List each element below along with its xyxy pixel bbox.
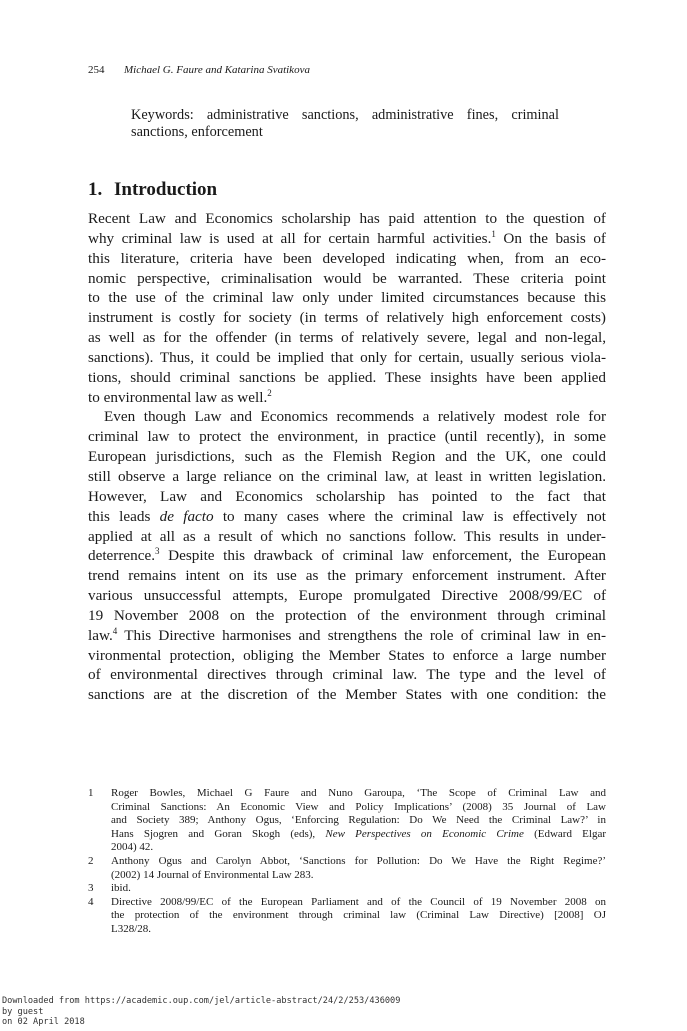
text-segment: (2002) 14 Journal of Environmental Law 283.	[111, 868, 314, 881]
text-segment: However, Law and Economics scholarship has pointed to the fact that	[88, 487, 606, 505]
text-segment: to many cases where the criminal law is effectively not	[213, 507, 606, 525]
body-line	[88, 388, 606, 408]
footnote-line	[111, 801, 606, 815]
body-line	[88, 407, 606, 427]
body-line	[88, 308, 606, 328]
footnote-text	[111, 787, 606, 855]
text-segment: (Edward Elgar	[523, 827, 606, 840]
footnote-line	[111, 896, 606, 910]
keywords-line: sanctions, enforcement	[131, 124, 263, 140]
text-segment: Recent Law and Economics scholarship has paid attention to the question of	[88, 210, 606, 227]
text-segment: ibid.	[111, 882, 131, 895]
body-text	[88, 209, 606, 705]
body-line	[88, 229, 606, 249]
text-segment: On the basis of	[495, 229, 606, 247]
text-segment: and Society 389; Anthony Ogus, ‘Enforcing Regulation: Do We Need the Criminal Law?’ in	[111, 814, 606, 827]
page-number: 254	[88, 64, 105, 76]
keywords	[131, 107, 559, 141]
footnote	[88, 787, 606, 855]
body-line	[88, 427, 606, 447]
footnote-text	[111, 882, 606, 896]
text-segment: the protection of the environment through criminal law (Criminal Law Directive) [2008] OJ	[111, 909, 606, 922]
body-line	[88, 368, 606, 388]
footnote-number: 3	[88, 882, 94, 895]
download-notice	[2, 996, 400, 1028]
text-segment: of environmental directives through criminal law. The type and the level of	[88, 666, 606, 684]
text-segment: applied at all as a result of which no sanctions follow. This results in under-	[88, 527, 606, 545]
body-line	[88, 288, 606, 308]
text-segment: Hans Sjogren and Goran Skogh (eds),	[111, 827, 326, 840]
text-segment: trend remains intent on its use as the primary enforcement instrument. After	[88, 567, 606, 585]
footnote-number: 1	[88, 787, 94, 799]
body-line	[88, 606, 606, 626]
section-title: Introduction	[114, 179, 218, 200]
body-line	[88, 665, 606, 685]
footnotes	[88, 787, 606, 937]
text-segment: Despite this drawback of criminal law enforcement, the European	[159, 547, 606, 565]
text-segment: to environmental law as well.	[88, 388, 268, 406]
body-line	[88, 685, 606, 705]
running-head-authors: Michael G. Faure and Katarina Svatikova	[124, 64, 310, 76]
text-segment: instrument is costly for society (in terms of relatively high enforcement costs)	[88, 309, 606, 327]
body-line	[88, 646, 606, 666]
download-line: on 02 April 2018	[2, 1017, 85, 1027]
footnote-line	[111, 855, 606, 869]
body-line	[88, 447, 606, 467]
footnote-text	[111, 855, 606, 882]
text-segment: 19 November 2008 on the protection of the environment through criminal	[88, 606, 606, 624]
body-line	[88, 328, 606, 348]
body-line	[88, 546, 606, 566]
footnote-reference[interactable]: 1	[491, 228, 496, 239]
section-heading	[88, 179, 217, 201]
footnote-line	[111, 787, 606, 801]
body-line	[88, 487, 606, 507]
footnote-number: 4	[88, 895, 94, 908]
body-line	[88, 467, 606, 487]
text-segment: why criminal law is used at all for certain harmful activities.	[88, 229, 492, 247]
text-segment: Criminal Sanctions: An Economic View and Policy Implications’ (2008) 35 Journal of Law	[111, 800, 606, 813]
footnote-reference[interactable]: 3	[155, 546, 160, 557]
footnote-reference[interactable]: 2	[267, 387, 272, 398]
text-segment: L328/28.	[111, 922, 152, 935]
text-segment: this leads	[88, 507, 160, 525]
body-line	[88, 507, 606, 527]
text-segment: to the use of the criminal law only under limited circumstances because this	[88, 289, 606, 307]
footnote-number: 2	[88, 854, 94, 867]
text-segment: vironmental protection, obliging the Member States to enforce a large number	[88, 646, 606, 664]
footnote-line	[111, 841, 606, 855]
body-line	[88, 527, 606, 547]
text-segment: sanctions). Thus, it could be implied that only for certain, usually serious viola-	[88, 348, 606, 366]
body-line	[88, 566, 606, 586]
keywords-line: Keywords: administrative sanctions, administrative fines, criminal	[131, 107, 559, 123]
footnote-line	[111, 909, 606, 923]
footnote-line	[111, 869, 606, 883]
footnote-line	[111, 882, 606, 896]
text-segment: various unsuccessful attempts, Europe promulgated Directive 2008/99/EC of	[88, 587, 606, 605]
body-line	[88, 249, 606, 269]
text-segment: this literature, criteria have been developed indicating when, from an eco-	[88, 249, 606, 267]
download-line: Downloaded from https://academic.oup.com/jel/article-abstract/24/2/253/436009	[2, 996, 401, 1006]
text-segment: law.	[88, 626, 113, 644]
text-segment: tions, should criminal sanctions be applied. These insights have been applied	[88, 368, 606, 386]
text-segment: Roger Bowles, Michael G Faure and Nuno Garoupa, ‘The Scope of Criminal Law and	[111, 787, 606, 799]
body-line	[88, 626, 606, 646]
footnote-reference[interactable]: 4	[112, 625, 118, 636]
download-line: by guest	[2, 1006, 44, 1017]
italic-text: New Perspectives on Economic Crime	[325, 827, 524, 840]
footnote	[88, 896, 606, 937]
text-segment: European jurisdictions, such as the Flemish Region and the UK, one could	[88, 448, 606, 466]
body-line	[88, 348, 606, 368]
text-segment: This Directive harmonises and strengthens the role of criminal law in en-	[117, 626, 606, 644]
footnote-text	[111, 896, 606, 937]
text-segment: as well as for the offender (in terms of relatively severe, legal and non-legal,	[88, 329, 606, 347]
footnote-line	[111, 814, 606, 828]
text-segment: 2004) 42.	[111, 841, 154, 854]
text-segment: criminal law to protect the environment, in practice (until recently), in some	[88, 428, 606, 446]
footnote-line	[111, 828, 606, 842]
text-segment: Even though Law and Economics recommends a relatively modest role for	[104, 408, 606, 426]
section-number: 1.	[88, 179, 103, 200]
footnote	[88, 882, 606, 896]
text-segment: still observe a large reliance on the criminal law, at least in written legislation.	[88, 467, 606, 485]
footnote	[88, 855, 606, 882]
text-segment: sanctions are at the discretion of the Member States with one condition: the	[88, 686, 606, 704]
body-line	[88, 269, 606, 289]
body-line	[88, 586, 606, 606]
text-segment: Directive 2008/99/EC of the European Parliament and of the Council of 19 November 2008 on	[111, 895, 606, 908]
body-line	[88, 209, 606, 229]
footnote-line	[111, 923, 606, 937]
text-segment: Anthony Ogus and Carolyn Abbot, ‘Sanctions for Pollution: Do We Have the Right Regime?’	[111, 854, 606, 867]
text-segment: nomic perspective, criminalisation would be warranted. These criteria point	[88, 269, 606, 287]
italic-text: de facto	[159, 507, 214, 525]
text-segment: deterrence.	[88, 547, 156, 565]
running-head	[88, 64, 310, 76]
